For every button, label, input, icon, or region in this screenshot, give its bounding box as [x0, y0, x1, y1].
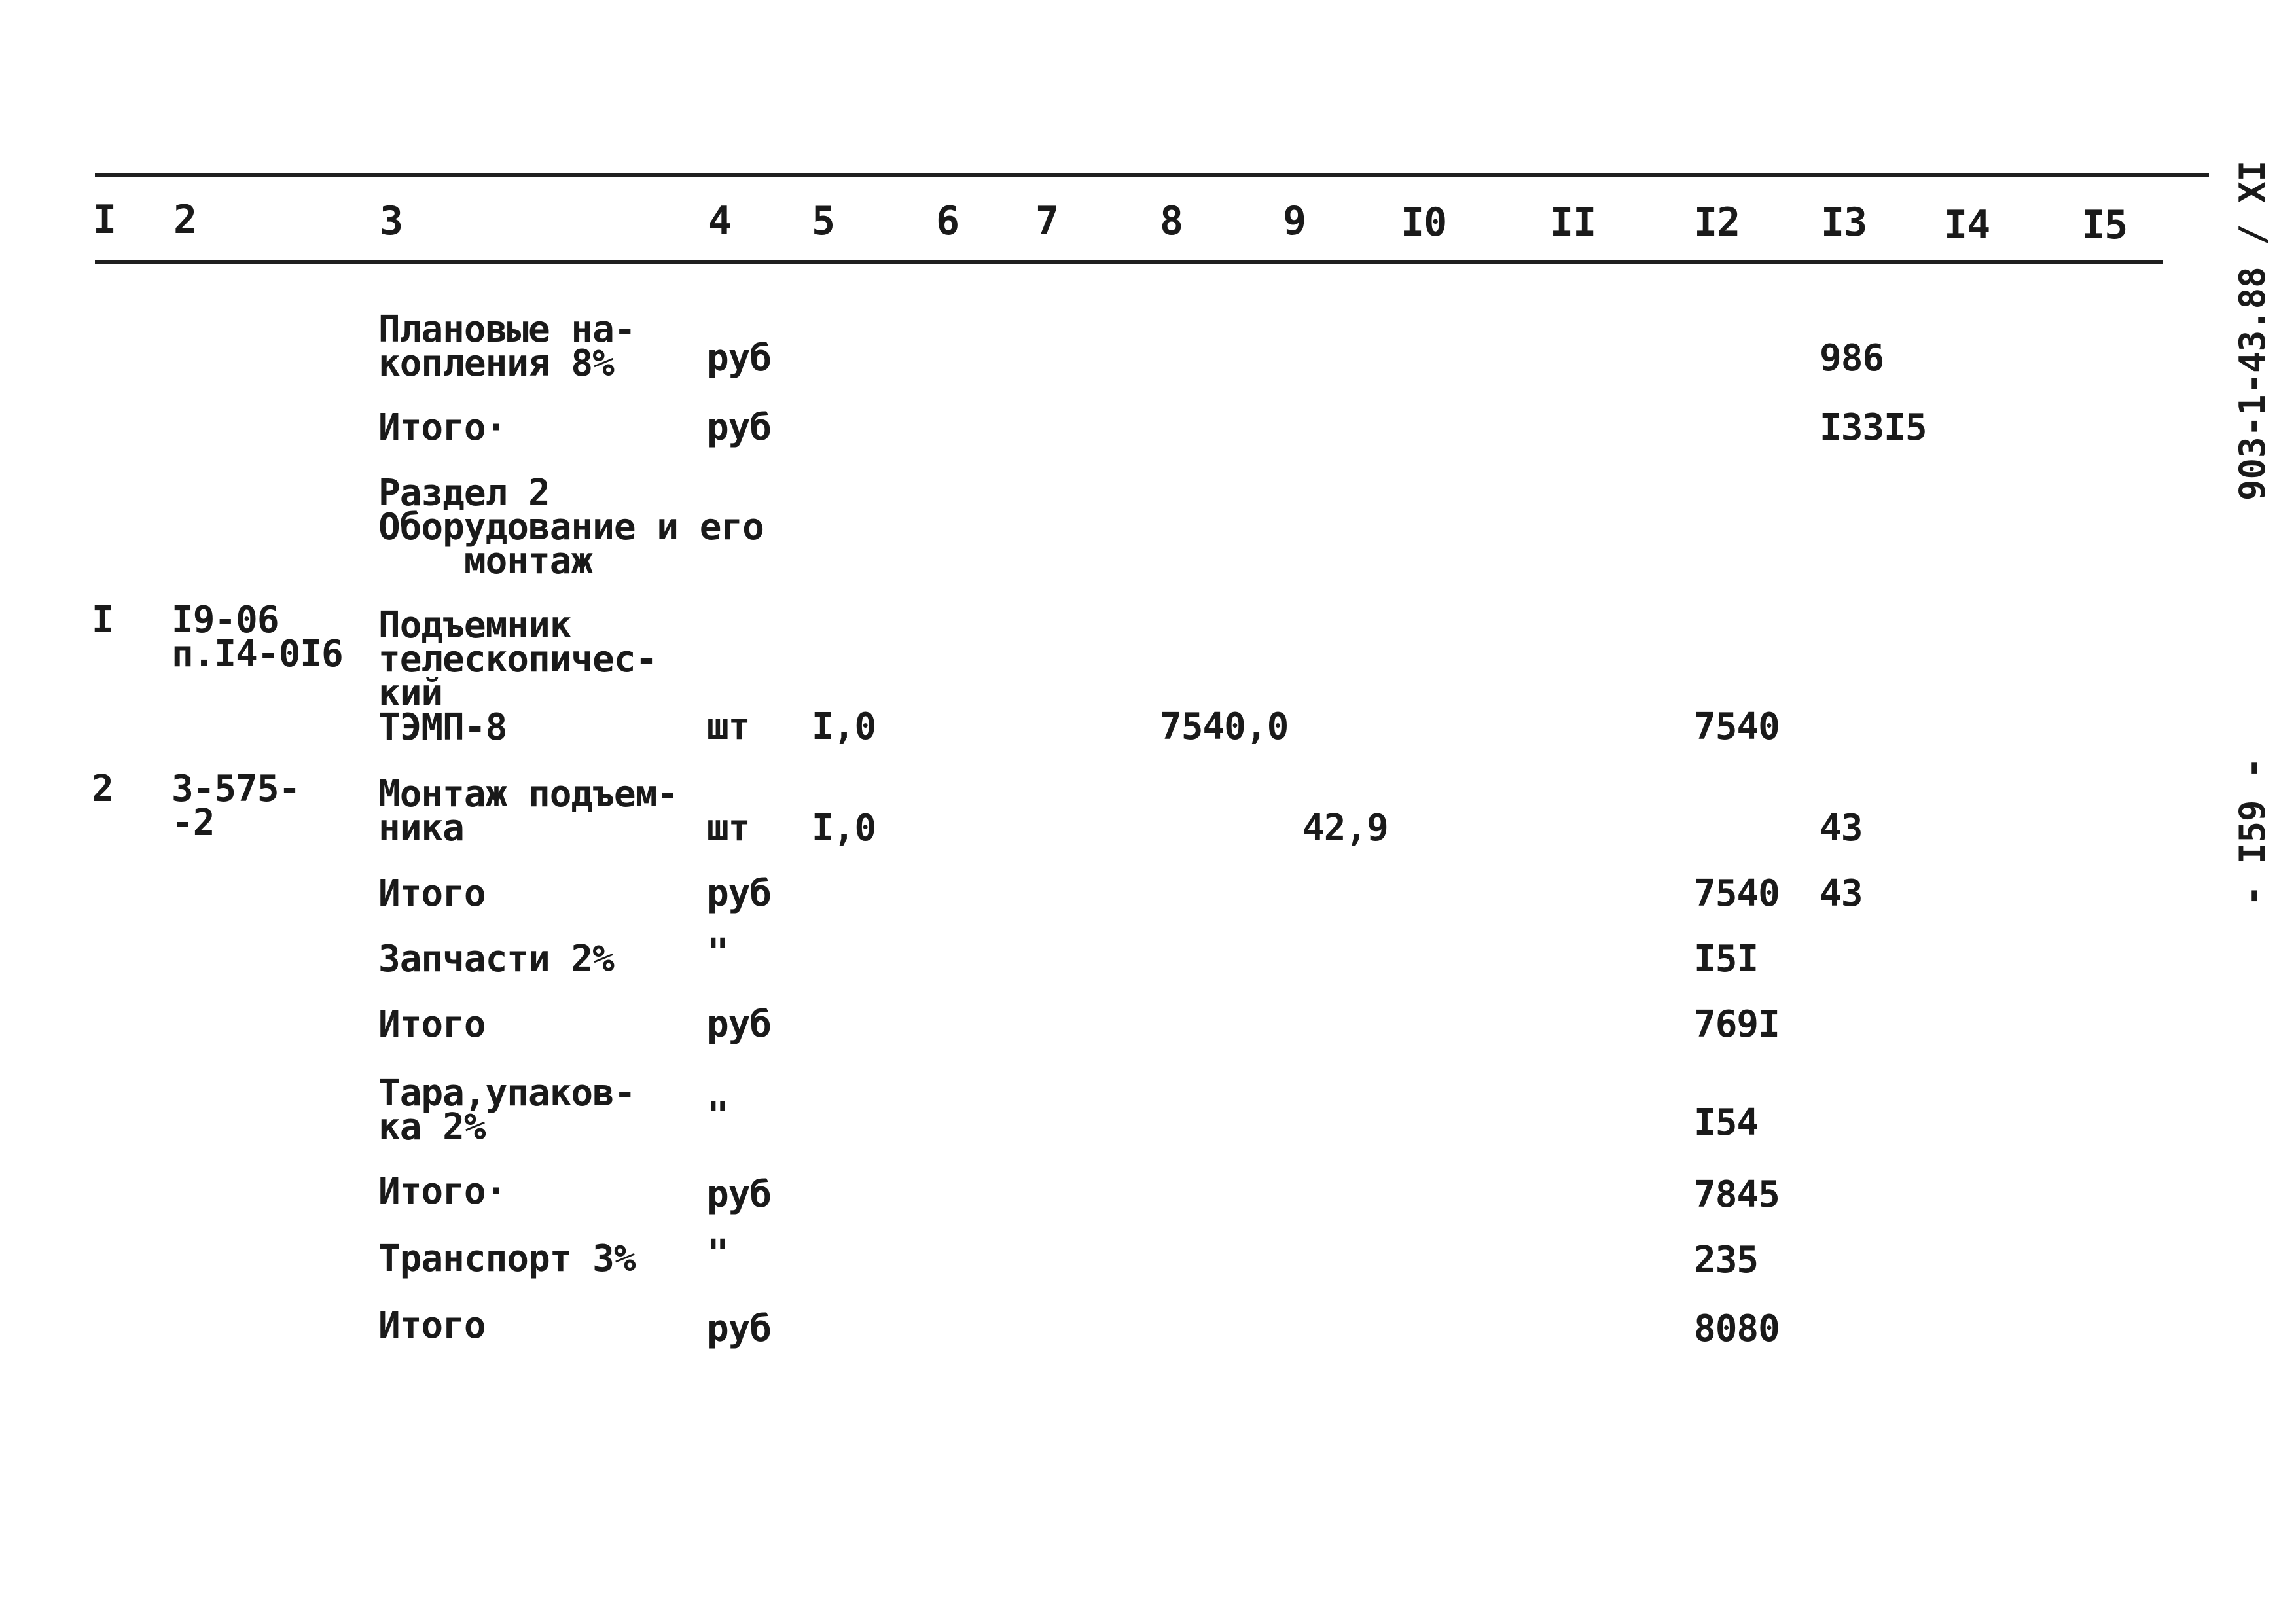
- row-col12-value: 7540: [1694, 705, 1780, 748]
- side-document-code: 903-1-43.88 / XI: [2232, 160, 2273, 501]
- col-header-4: 4: [708, 198, 732, 244]
- row-col13-value: 986: [1820, 337, 1884, 380]
- row-unit: руб: [707, 1308, 772, 1350]
- col-header-9: 9: [1283, 198, 1306, 244]
- col-header-15: I5: [2081, 202, 2128, 248]
- col-header-14: I4: [1944, 202, 1990, 248]
- row-description: Монтаж подъем- ника: [378, 773, 679, 849]
- row-col13-value: 43: [1820, 872, 1863, 915]
- row-unit: руб: [707, 406, 772, 449]
- col-header-6: 6: [936, 198, 960, 244]
- row-quantity: I,0: [812, 807, 876, 849]
- row-unit: ": [707, 1095, 728, 1137]
- row-unit: ": [707, 1232, 728, 1275]
- row-description: Плановые на- копления 8%: [378, 308, 636, 385]
- row-code: I9-06 п.I4-0I6: [171, 599, 343, 675]
- row-col12-value: 8080: [1694, 1308, 1780, 1350]
- row-code: 3-575- -2: [171, 768, 300, 844]
- col-header-3: 3: [380, 198, 403, 244]
- row-col9-value: 42,9: [1302, 807, 1388, 849]
- col-header-10: I0: [1401, 200, 1447, 245]
- row-number: 2: [92, 768, 113, 810]
- col-header-11: II: [1550, 200, 1596, 245]
- row-number: I: [92, 599, 113, 641]
- row-description: Итого: [378, 872, 486, 915]
- col-header-1: I: [93, 197, 117, 243]
- col-header-7: 7: [1035, 198, 1059, 244]
- row-unit: руб: [707, 1173, 772, 1216]
- header-top-rule: [95, 173, 2209, 177]
- row-unit: руб: [707, 337, 772, 380]
- row-col12-value: I54: [1694, 1101, 1759, 1144]
- row-unit: руб: [707, 1003, 772, 1046]
- row-description: Запчасти 2%: [378, 938, 614, 980]
- row-unit: руб: [707, 872, 772, 915]
- row-col12-value: 7845: [1694, 1173, 1780, 1216]
- col-header-13: I3: [1821, 200, 1867, 245]
- row-description: Итого: [378, 1304, 486, 1347]
- row-description: Итого·: [378, 406, 507, 449]
- row-col13-value: 43: [1820, 807, 1863, 849]
- row-description: Итого·: [378, 1170, 507, 1213]
- col-header-2: 2: [173, 197, 197, 243]
- row-unit: шт: [707, 705, 750, 748]
- col-header-5: 5: [812, 198, 835, 244]
- row-description: Подъемник телескопичес- кий ТЭМП-8: [378, 604, 657, 749]
- col-header-8: 8: [1160, 198, 1183, 244]
- row-unit: шт: [707, 807, 750, 849]
- row-description: Итого: [378, 1003, 486, 1046]
- row-description: Транспорт 3%: [378, 1238, 636, 1280]
- row-quantity: I,0: [812, 705, 876, 748]
- row-col12-value: 7540: [1694, 872, 1780, 915]
- row-col12-value: 235: [1694, 1239, 1759, 1281]
- side-page-number: - I59 -: [2232, 757, 2273, 906]
- section-title: Раздел 2 Оборудование и его монтаж: [378, 472, 764, 582]
- row-col13-value: I33I5: [1820, 406, 1927, 449]
- row-unit: ": [707, 931, 728, 974]
- row-description: Тара,упаков- ка 2%: [378, 1072, 636, 1149]
- row-col12-value: I5I: [1694, 938, 1759, 980]
- row-col8-value: 7540,0: [1160, 705, 1289, 748]
- header-bottom-rule: [95, 260, 2163, 264]
- row-col12-value: 769I: [1694, 1003, 1780, 1046]
- col-header-12: I2: [1694, 200, 1740, 245]
